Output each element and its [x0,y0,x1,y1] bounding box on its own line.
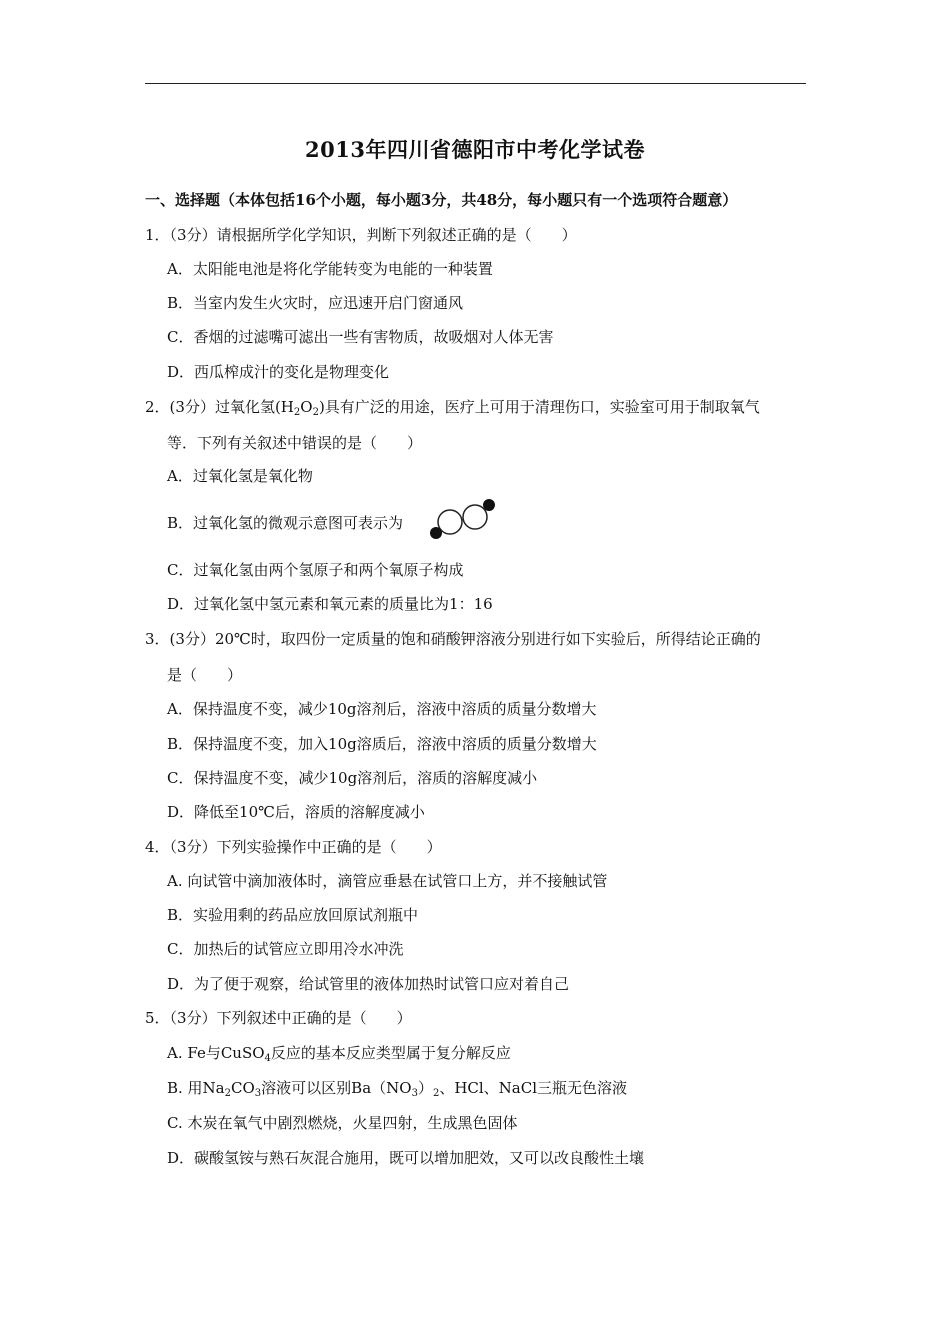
oxygen-atom-right [463,505,487,529]
question-4-option-d: D．为了便于观察，给试管里的液体加热时试管口应对着自己 [167,975,570,993]
question-3-stem: 3．(3分）20℃时，取四份一定质量的饱和硝酸钾溶液分别进行如下实验后，所得结论正确的 [145,630,761,648]
question-5-option-b: B. 用$Na_2CO_3$溶液可以区别$Ba(NO_3)_2$、HCl、NaCl三瓶无色溶液 [167,1079,628,1099]
oxygen-atom-left [438,510,462,534]
question-2-option-a: A．过氧化氢是氧化物 [167,467,313,485]
question-1-option-c: C．香烟的过滤嘴可滤出一些有害物质，故吸烟对人体无害 [167,328,554,346]
question-2-option-c: C．过氧化氢由两个氢原子和两个氧原子构成 [167,561,464,579]
question-1-option-a: A．太阳能电池是将化学能转变为电能的一种装置 [167,260,493,278]
header-rule [145,83,806,84]
hydrogen-atom-right [483,499,495,511]
hydrogen-peroxide-molecule-diagram [428,497,498,541]
question-3-option-d: D．降低至10℃后，溶质的溶解度减小 [167,803,425,821]
question-3-option-b: B．保持温度不变，加入10g溶质后，溶液中溶质的质量分数增大 [167,735,597,753]
question-5-option-d: D．碳酸氢铵与熟石灰混合施用，既可以增加肥效，又可以改良酸性土壤 [167,1149,645,1167]
question-3-stem-continued: 是（ ） [167,666,243,684]
question-3-option-a: A．保持温度不变，减少10g溶剂后，溶液中溶质的质量分数增大 [167,700,597,718]
question-1-option-d: D．西瓜榨成汁的变化是物理变化 [167,363,390,381]
question-5-stem: 5．（3分）下列叙述中正确的是（ ） [145,1009,412,1027]
question-1-option-b: B．当室内发生火灾时，应迅速开启门窗通风 [167,294,464,312]
hydrogen-atom-left [430,527,442,539]
section-heading: 一、选择题（本体包括16个小题，每小题3分，共48分，每小题只有一个选项符合题意） [145,191,738,209]
question-2-stem-continued: 等．下列有关叙述中错误的是（ ） [167,434,423,452]
question-2-option-b: B．过氧化氢的微观示意图可表示为 [167,514,404,532]
page-title: 2013年四川省德阳市中考化学试卷 [305,137,645,162]
question-1-stem: 1．（3分）请根据所学化学知识，判断下列叙述正确的是（ ） [145,226,577,244]
question-2-stem: 2．(3分）过氧化氢$(H_2O_2)$具有广泛的用途，医疗上可用于清理伤口，实验室可用于制取氧气 [145,398,760,418]
question-4-option-a: A. 向试管中滴加液体时，滴管应垂悬在试管口上方，并不接触试管 [167,872,608,890]
question-5-option-c: C. 木炭在氧气中剧烈燃烧，火星四射，生成黑色固体 [167,1114,518,1132]
question-2-option-d: D．过氧化氢中氢元素和氧元素的质量比为1：16 [167,595,493,613]
question-3-option-c: C．保持温度不变，减少10g溶剂后，溶质的溶解度减小 [167,769,538,787]
question-4-option-b: B．实验用剩的药品应放回原试剂瓶中 [167,906,419,924]
question-4-stem: 4．（3分）下列实验操作中正确的是（ ） [145,838,442,856]
question-5-option-a: A. Fe与CuSO$_4$反应的基本反应类型属于复分解反应 [167,1044,511,1064]
question-4-option-c: C．加热后的试管应立即用冷水冲洗 [167,940,404,958]
